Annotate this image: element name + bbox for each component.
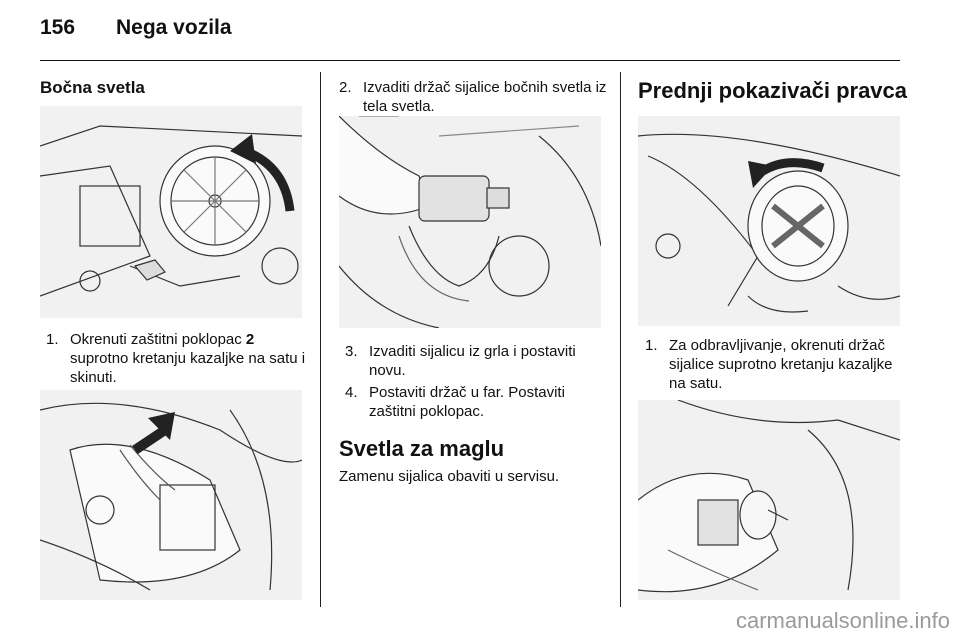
illustration-side-light-cover [40,106,302,318]
fog-lights-text: Zamenu sijalica obaviti u servisu. [339,468,560,485]
step-1-side-light: 1. Okrenuti zaštitni poklopac 2 suprotno kretanju kazaljke na satu i skinuti. [46,331,306,386]
column-divider [620,72,621,607]
page-number: 156 [40,16,76,39]
step-2-side-light: 2. Izvaditi držač sijalice bočnih svetla iz tela svetla. [339,79,607,115]
section-heading-fog-lights: Svetla za maglu [339,436,505,461]
illustration-turn-signal-bulb [638,400,900,600]
illustration-bulb-holder-removal [339,116,601,328]
column-divider [320,72,321,607]
page-title: Nega vozila [116,16,232,39]
step-1-turn-signal: 1. Za odbravljivanje, okrenuti držač sijalice suprotno kretanju kazaljke na satu. [645,337,893,392]
illustration-turn-signal-holder [638,116,900,326]
illustration-side-light-holder [40,390,302,600]
step-4-reinstall: 4. Postaviti držač u far. Postaviti zaštitni poklopac. [345,384,565,420]
watermark: carmanualsonline.info [735,608,950,633]
step-3-replace-bulb: 3. Izvaditi sijalicu iz grla i postaviti novu. [345,343,576,379]
section-heading-front-turn-signals: Prednji pokazivači pravca [638,78,908,103]
header-rule [40,60,900,61]
section-heading-side-lights: Bočna svetla [40,78,145,97]
